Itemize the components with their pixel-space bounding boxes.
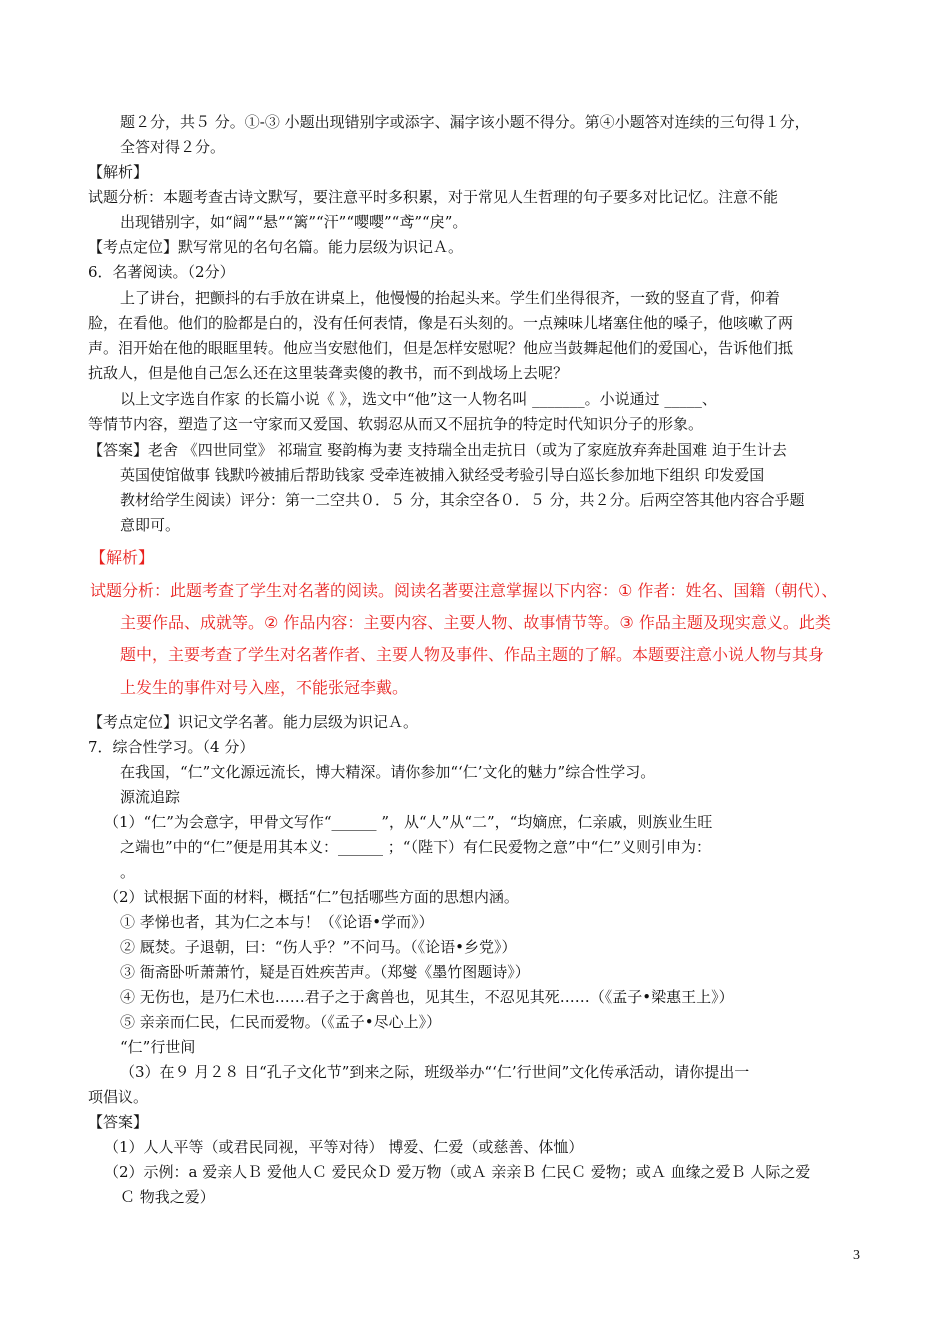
text-line: 声。泪开始在他的眼眶里转。他应当安慰他们，但是怎样安慰呢？他应当鼓舞起他们的爱国心，告诉他们抵 [88, 339, 794, 357]
page-number: 3 [853, 1248, 860, 1263]
section-title: “仁”行世间 [120, 1038, 196, 1056]
text-line: 全答对得２分。 [120, 138, 226, 156]
text-line: 【解析】 [88, 163, 149, 181]
text-line: 上了讲台，把颤抖的右手放在讲桌上，他慢慢的抬起头来。学生们坐得很齐，一致的竖直了背，仰着 [120, 289, 781, 307]
text-line: 以上文字选自作家 的长篇小说《 》，选文中“他”这一人物名叫 _______。小说通过 _____、 [120, 390, 717, 408]
analysis-heading-red: 【解析】 [90, 548, 155, 567]
answer-line: 教材给学生阅读）评分：第一二空共０．５ 分，其余空各０．５ 分，共２分。后两空答其他内容合乎题 [120, 491, 805, 509]
text-line: 试题分析：本题考查古诗文默写，要注意平时多积累，对于常见人生哲理的句子要多对比记忆。注意不能 [88, 188, 779, 206]
answer-line: Ｃ 物我之爱） [120, 1188, 215, 1206]
text-line: 等情节内容，塑造了这一守家而又爱国、软弱忍从而又不屈抗争的特定时代知识分子的形象。 [88, 415, 704, 433]
text-line: 项倡议。 [88, 1088, 149, 1106]
analysis-line-red: 题中，主要考查了学生对名著作者、主要人物及事件、作品主题的了解。本题要注意小说人物与其身 [120, 645, 825, 664]
answer-heading: 【答案】 [88, 1113, 149, 1131]
answer-line: （1）人人平等（或君民同视，平等对待） 博爱、仁爱（或慈善、体恤） [104, 1138, 584, 1156]
text-line: （2）试根据下面的材料，概括“仁”包括哪些方面的思想内涵。 [104, 888, 519, 906]
question-heading: 6．名著阅读。（2分） [88, 263, 235, 281]
question-heading: 7．综合性学习。（4 分） [88, 738, 255, 756]
answer-line: 【答案】老舍 《四世同堂》 祁瑞宣 娶韵梅为妻 支持瑞全出走抗日（或为了家庭放弃奔赴国难 迫于生计去 [88, 441, 787, 459]
quote-line: ② 厩焚。子退朝，曰：“伤人乎？”不问马。（《论语•乡党》） [120, 938, 517, 956]
text-line: 【考点定位】识记文学名著。能力层级为识记Ａ。 [88, 713, 419, 731]
analysis-line-red: 主要作品、成就等。② 作品内容：主要内容、主要人物、故事情节等。③ 作品主题及现实意义。此类 [120, 613, 831, 632]
text-line: 脸，在看他。他们的脸都是白的，没有任何表情，像是石头刻的。一点辣味儿堵塞住他的嗓子，他咳嗽了两 [88, 314, 794, 332]
text-line: 在我国，“仁”文化源远流长，博大精深。请你参加“‘仁’文化的魅力”综合性学习。 [120, 763, 656, 781]
text-line: 出现错别字，如“阔”“悬”“篱”“汗”“嘤嘤”“鸢”“戾”。 [120, 213, 468, 231]
text-line: 题２分，共５ 分。①-③ 小题出现错别字或添字、漏字该小题不得分。第④小题答对连续的三句得１分， [120, 113, 810, 131]
text-line: 【考点定位】默写常见的名句名篇。能力层级为识记Ａ。 [88, 238, 464, 256]
quote-line: ④ 无伤也，是乃仁术也……君子之于禽兽也，见其生，不忍见其死……（《孟子•梁惠王上》） [120, 988, 734, 1006]
text-line: 之端也”中的“仁”便是用其本义：______ ；“（陛下）有仁民爱物之意”中“仁”义则引申为： [120, 838, 711, 856]
quote-line: ① 孝悌也者，其为仁之本与！（《论语•学而》） [120, 913, 434, 931]
answer-line: 意即可。 [120, 516, 181, 534]
analysis-line-red: 上发生的事件对号入座，不能张冠李戴。 [120, 678, 409, 697]
text-line: 。 [120, 863, 136, 881]
answer-line: 英国使馆做事 钱默吟被捕后帮助钱家 受牵连被捕入狱经受考验引导白巡长参加地下组织 印发爱国 [120, 466, 765, 484]
answer-line: （2）示例：a 爱亲人Ｂ 爱他人Ｃ 爱民众Ｄ 爱万物（或Ａ 亲亲Ｂ 仁民Ｃ 爱物；或Ａ 血缘之爱Ｂ 人际之爱 [104, 1163, 811, 1181]
quote-line: ⑤ 亲亲而仁民，仁民而爱物。（《孟子•尽心上》） [120, 1013, 442, 1031]
text-line: 抗敌人，但是他自己怎么还在这里装聋卖傻的教书，而不到战场上去呢？ [88, 364, 569, 382]
text-line: （1）“仁”为会意字，甲骨文写作“______ ”，从“人”从“二”，“均嫡庶，仁亲戚，则族业生旺 [104, 813, 713, 831]
text-line: （3）在９ 月２８ 日“孔子文化节”到来之际，班级举办“‘仁’行世间”文化传承活动，请你提出一 [120, 1063, 750, 1081]
analysis-line-red: 试题分析：此题考查了学生对名著的阅读。阅读名著要注意掌握以下内容：① 作者：姓名、国籍（朝代）、 [90, 581, 838, 600]
section-title: 源流追踪 [120, 788, 181, 806]
quote-line: ③ 衙斋卧听萧萧竹，疑是百姓疾苦声。（郑燮《墨竹图题诗》） [120, 963, 530, 981]
